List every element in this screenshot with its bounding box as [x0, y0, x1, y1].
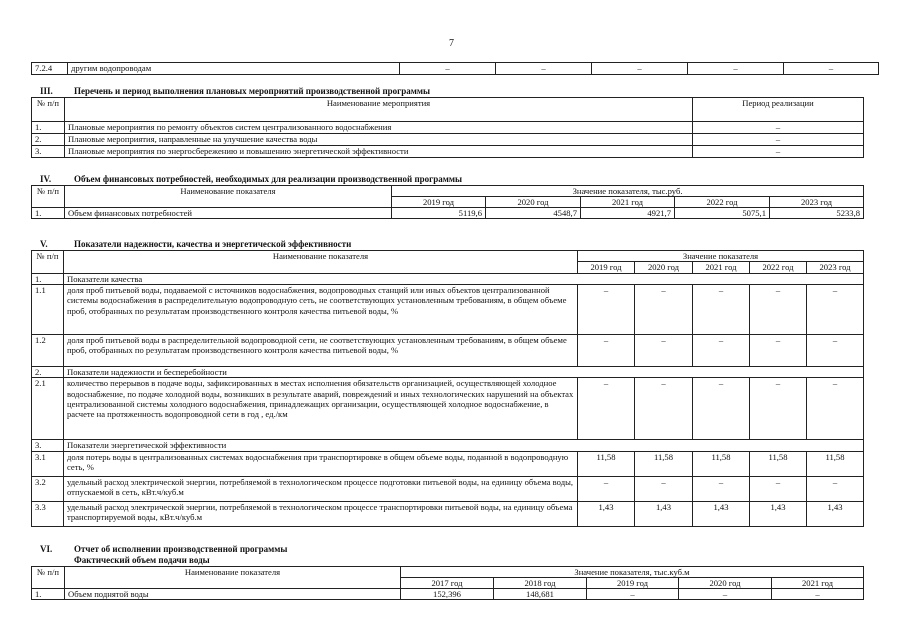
row-name: удельный расход электрической энергии, потребляемой в технологическом процессе транспортировки питьевой воды, на единицу объема транспортируемой воды, кВт.ч/куб.м: [64, 501, 578, 526]
section4-title: Объем финансовых потребностей, необходимых для реализации производственной программы: [74, 174, 463, 184]
header-name: Наименование показателя: [65, 186, 392, 208]
row-number: 1.: [32, 122, 65, 134]
group-name: Показатели надежности и бесперебойности: [64, 367, 864, 378]
table-row: [32, 501, 864, 526]
year-header: 2020 год: [635, 262, 693, 274]
row-name: другим водопроводам: [68, 63, 400, 75]
section5-heading: [40, 239, 351, 250]
year-header: 2023 год: [770, 197, 864, 208]
section4-heading: [40, 174, 462, 185]
row-name: Объем финансовых потребностей: [65, 208, 392, 219]
section6-heading: [40, 544, 287, 555]
row-period: –: [693, 122, 864, 134]
row-number: 2.: [32, 134, 65, 146]
value-cell: –: [400, 63, 496, 75]
year-header: 2017 год: [401, 578, 494, 589]
row-name: Плановые мероприятия, направленные на улучшение качества воды: [65, 134, 693, 146]
group-row: [32, 440, 864, 451]
value-cell: –: [807, 378, 864, 440]
value-cell: 5075,1: [675, 208, 770, 219]
value-cell: –: [750, 378, 807, 440]
value-cell: –: [587, 589, 679, 600]
value-cell: –: [578, 335, 635, 367]
value-cell: –: [635, 378, 693, 440]
table-header-row: [32, 567, 864, 578]
section3-heading: [40, 86, 430, 97]
year-header: 2022 год: [750, 262, 807, 274]
row-number: 3.: [32, 440, 64, 451]
value-cell: 5119,6: [392, 208, 486, 219]
row-number: 1.: [32, 274, 64, 285]
row-number: 1.1: [32, 285, 64, 335]
row-name: доля проб питьевой воды в распределительной водопроводной сети, не соответствующих установленным требованиям, в общем объеме проб, отобранных по результатам производственного контроля качества питьевой воды, %: [64, 335, 578, 367]
year-header: 2020 год: [486, 197, 581, 208]
table-header-row: [32, 186, 864, 197]
table-header-row: [32, 251, 864, 262]
value-cell: –: [592, 63, 688, 75]
header-name: Наименование показателя: [65, 567, 401, 589]
row-name: доля проб питьевой воды, подаваемой с источников водоснабжения, водопроводных станций или иных объектов централизованной системы водоснабжения в распределительную водопроводную сеть, не соответствующих установленным требованиям, в общем объеме проб, отобранных по результатам производственного контроля качества питьевой воды, %: [64, 285, 578, 335]
page-number: 7: [449, 38, 454, 49]
value-cell: –: [750, 335, 807, 367]
year-header: 2018 год: [494, 578, 587, 589]
value-cell: –: [688, 63, 784, 75]
value-cell: –: [693, 476, 750, 501]
value-cell: 11,58: [635, 451, 693, 476]
table-row: [32, 146, 864, 158]
header-name: Наименование показателя: [64, 251, 578, 274]
year-header: 2021 год: [693, 262, 750, 274]
section5-title: Показатели надежности, качества и энергетической эффективности: [74, 239, 352, 249]
year-header: 2020 год: [679, 578, 772, 589]
continuation-table: [31, 62, 879, 75]
value-cell: 4548,7: [486, 208, 581, 219]
row-number: 1.: [32, 589, 65, 600]
value-cell: 148,681: [494, 589, 587, 600]
value-cell: –: [784, 63, 879, 75]
value-cell: 11,58: [693, 451, 750, 476]
header-num: № п/п: [32, 567, 65, 589]
group-name: Показатели энергетической эффективности: [64, 440, 864, 451]
row-name: Плановые мероприятия по энергосбережению и повышению энергетической эффективности: [65, 146, 693, 158]
row-name: количество перерывов в подаче воды, зафиксированных в местах исполнения обязательств организацией, осуществляющей холодное водоснабжение, по подаче холодной воды, возникших в результате аварий, повреждений и иных технологических нарушений на объектах централизованной системы холодного водоснабжения, принадлежащих организации, осуществляющей холодное водоснабжение, в расчете на протяженность водопроводной сети в год , ед./км: [64, 378, 578, 440]
value-cell: –: [679, 589, 772, 600]
value-cell: –: [807, 335, 864, 367]
header-num: № п/п: [32, 186, 65, 208]
value-cell: –: [635, 285, 693, 335]
value-cell: –: [750, 476, 807, 501]
table-row: [32, 285, 864, 335]
value-cell: 11,58: [578, 451, 635, 476]
table-row: [32, 208, 864, 219]
section4-table: [31, 185, 864, 219]
table-row: [32, 476, 864, 501]
row-period: –: [693, 146, 864, 158]
group-row: [32, 367, 864, 378]
row-name: доля потерь воды в централизованных системах водоснабжения при транспортировке в общем объеме воды, поданной в водопроводную сеть, %: [64, 451, 578, 476]
value-cell: 1,43: [807, 501, 864, 526]
value-cell: –: [578, 378, 635, 440]
year-header: 2022 год: [675, 197, 770, 208]
row-number: 3.2: [32, 476, 64, 501]
section6-table: [31, 566, 864, 600]
section6-subtitle: Фактический объем подачи воды: [74, 555, 210, 565]
header-value: Значение показателя, тыс.руб.: [392, 186, 864, 197]
value-cell: –: [693, 335, 750, 367]
section3-title: Перечень и период выполнения плановых мероприятий производственной программы: [74, 86, 431, 96]
header-name: Наименование мероприятия: [65, 98, 693, 122]
table-row: [32, 378, 864, 440]
section5-table: [31, 250, 864, 527]
year-header: 2021 год: [581, 197, 675, 208]
value-cell: 1,43: [750, 501, 807, 526]
row-name: удельный расход электрической энергии, потребляемой в технологическом процессе подготовки питьевой воды, на единицу объема воды, отпускаемой в сеть, кВт.ч/куб.м: [64, 476, 578, 501]
header-period: Период реализации: [693, 98, 864, 122]
value-cell: –: [693, 285, 750, 335]
value-cell: 152,396: [401, 589, 494, 600]
value-cell: –: [750, 285, 807, 335]
row-number: 1.: [32, 208, 65, 219]
value-cell: 1,43: [693, 501, 750, 526]
year-header: 2023 год: [807, 262, 864, 274]
value-cell: –: [635, 335, 693, 367]
row-number: 1.2: [32, 335, 64, 367]
table-row: [32, 122, 864, 134]
header-value: Значение показателя, тыс.куб.м: [401, 567, 864, 578]
year-header: 2019 год: [392, 197, 486, 208]
section3-table: [31, 97, 864, 158]
group-row: [32, 274, 864, 285]
value-cell: 5233,8: [770, 208, 864, 219]
group-name: Показатели качества: [64, 274, 864, 285]
value-cell: –: [578, 476, 635, 501]
table-row: [32, 134, 864, 146]
header-num: № п/п: [32, 251, 64, 274]
value-cell: –: [772, 589, 864, 600]
row-number: 2.: [32, 367, 64, 378]
row-name: Плановые мероприятия по ремонту объектов систем централизованного водоснабжения: [65, 122, 693, 134]
header-value: Значение показателя: [578, 251, 864, 262]
value-cell: –: [693, 378, 750, 440]
year-header: 2019 год: [587, 578, 679, 589]
header-num: № п/п: [32, 98, 65, 122]
section4-number: IV.: [40, 174, 52, 184]
row-number: 7.2.4: [32, 63, 68, 75]
row-number: 3.1: [32, 451, 64, 476]
value-cell: –: [578, 285, 635, 335]
row-period: –: [693, 134, 864, 146]
value-cell: –: [496, 63, 592, 75]
value-cell: –: [807, 476, 864, 501]
value-cell: 11,58: [807, 451, 864, 476]
year-header: 2021 год: [772, 578, 864, 589]
value-cell: 1,43: [635, 501, 693, 526]
value-cell: –: [635, 476, 693, 501]
section6-title: Отчет об исполнении производственной программы: [74, 544, 288, 554]
value-cell: 4921,7: [581, 208, 675, 219]
row-number: 3.3: [32, 501, 64, 526]
table-row: [32, 589, 864, 600]
year-header: 2019 год: [578, 262, 635, 274]
value-cell: –: [807, 285, 864, 335]
table-header-row: [32, 98, 864, 122]
table-row: [32, 451, 864, 476]
section6-number: VI.: [40, 544, 53, 554]
section3-number: III.: [40, 86, 53, 96]
row-number: 2.1: [32, 378, 64, 440]
table-row: [32, 335, 864, 367]
value-cell: 1,43: [578, 501, 635, 526]
row-name: Объем поднятой воды: [65, 589, 401, 600]
value-cell: 11,58: [750, 451, 807, 476]
row-number: 3.: [32, 146, 65, 158]
table-row: [32, 63, 879, 75]
section5-number: V.: [40, 239, 48, 249]
